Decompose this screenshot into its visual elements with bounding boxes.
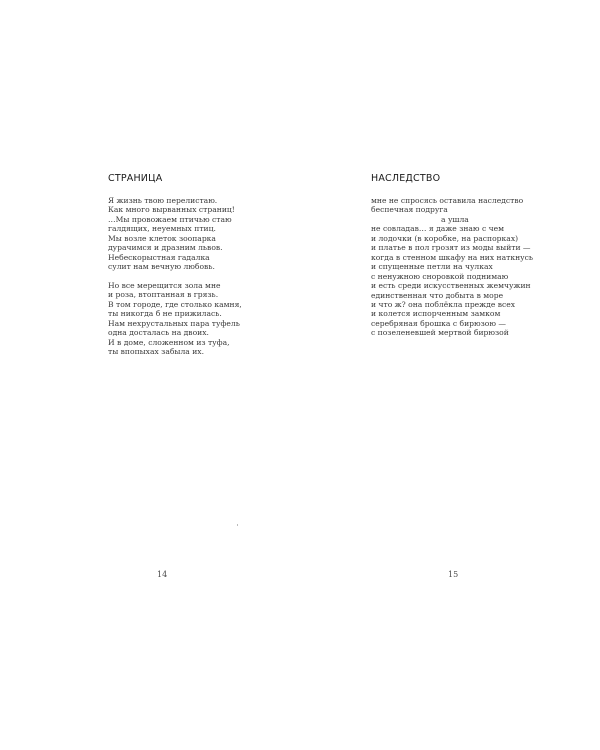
poem-line: а ушла	[441, 214, 469, 224]
poem-line: Небескорыстная гадалка	[108, 252, 210, 262]
poem-stanza-1	[108, 196, 235, 272]
poem-line: галдящих, неуемных птиц.	[108, 224, 216, 234]
poem-line: и роза, втоптанная в грязь.	[108, 290, 219, 300]
poem-body	[371, 196, 533, 338]
print-speck	[237, 524, 238, 526]
poem-line: Но все мерещится зола мне	[108, 281, 221, 290]
poem-line: Как много вырванных страниц!	[108, 205, 235, 215]
poem-line: и спущенные петли на чулках	[371, 262, 493, 272]
poem-line: не совладав… я даже знаю с чем	[371, 224, 505, 234]
poem-line: единственная что добыта в море	[371, 290, 504, 300]
poem-line: дурачимся и дразним львов.	[108, 243, 223, 253]
poem-line: с позеленевшей мертвой бирюзой	[371, 328, 509, 338]
poem-line: …Мы провожаем птичью стаю	[108, 214, 232, 224]
poem-line: Я жизнь твою перелистаю.	[108, 196, 218, 205]
poem-line: В том городе, где столько камня,	[108, 299, 242, 309]
poem-line: когда в стенном шкафу на них наткнусь	[371, 252, 533, 262]
poem-title: СТРАНИЦА	[108, 173, 163, 184]
poem-line: И в доме, сложенном из туфа,	[108, 337, 230, 347]
poem-line: и платье в пол грозят из моды выйти —	[371, 243, 531, 253]
poem-line: с ненужною сноровкой поднимаю	[371, 271, 509, 281]
poem-line: ты впопыхах забыла их.	[108, 347, 204, 357]
poem-line: Мы возле клеток зоопарка	[108, 233, 216, 243]
poem-line: беспечная подруга	[371, 205, 448, 215]
page-number: 14	[157, 570, 168, 579]
poem-line: и лодочки (в коробке, на распорках)	[371, 233, 519, 243]
poem-line: Нам нехрустальных пара туфель	[108, 318, 240, 328]
poem-line: мне не спросясь оставила наследство	[371, 196, 524, 205]
poem-line: ты никогда б не прижилась.	[108, 309, 222, 319]
right-page	[300, 0, 600, 750]
poem-line: одна досталась на двоих.	[108, 328, 209, 338]
poem-line: и есть среди искусственных жемчужин	[371, 281, 531, 291]
poem-stanza-2	[108, 281, 242, 357]
poem-line: и колется испорченным замком	[371, 309, 501, 319]
poem-line: серебряная брошка с бирюзою —	[371, 318, 506, 328]
poem-line: сулит нам вечную любовь.	[108, 262, 215, 272]
poem-line: и что ж? она поблёкла прежде всех	[371, 299, 516, 309]
page-number: 15	[448, 570, 459, 579]
poem-title: НАСЛЕДСТВО	[371, 173, 441, 184]
